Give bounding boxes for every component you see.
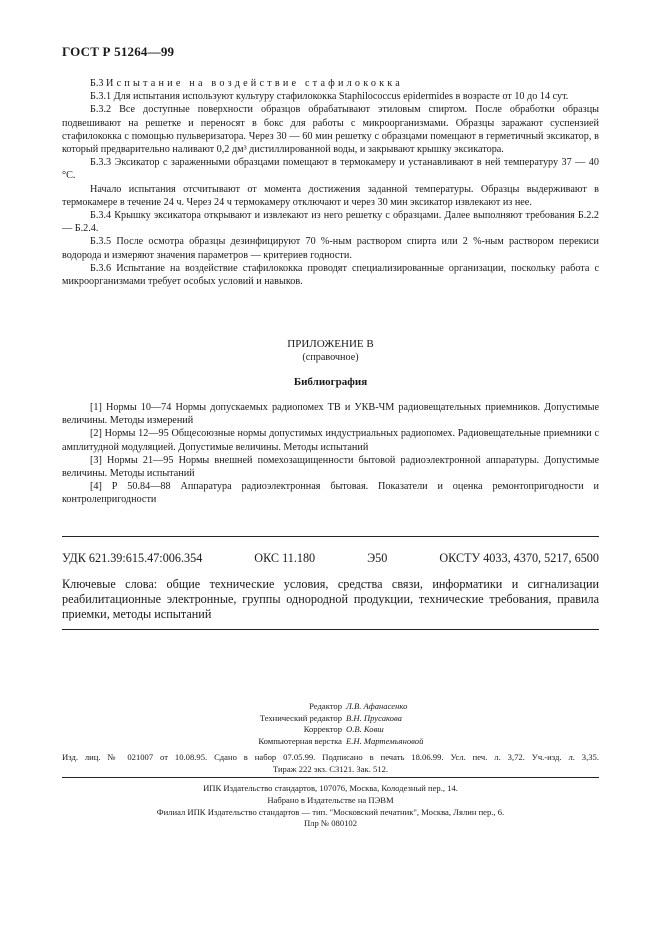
appendix-subtitle: (справочное) (302, 352, 359, 363)
publisher-info (0, 783, 661, 830)
keywords: Ключевые слова: общие технические условия, средства связи, информатики и сигнализации реабилитационные электронные, группы однородной продукции, технические требования, правила приемки, методы испытаний (62, 577, 599, 622)
bibliography-item: [2] Нормы 12—95 Общесоюзные нормы допустимых индустриальных радиопомех. Радиовещательные приемники с амплитудной модуляцией. Допустимые величины. Методы испытаний (62, 428, 599, 453)
paragraph-b3-2: Б.3.2 Все доступные поверхности образцов обрабатывают этиловым спиртом. После обработки образцы подвешивают на решетке и переносят в бокс для работы с микроорганизмами. Образцы заражают суспензией стафилококка с помощью пульверизатора. Через 30 — 60 мин решетку с образцами помещают в герметичный эксикатор, в который предварительно наливают 0,2 дм³ дистиллированной воды, и закрывают крышку эксикатора. (62, 104, 599, 156)
paragraph-b3-4: Б.3.4 Крышку эксикатора открывают и извлекают из него решетку с образцами. Далее выполняют требования Б.2.2 — Б.2.4. (62, 210, 599, 235)
oks-code: ОКС 11.180 (254, 551, 316, 565)
paragraph-b3-3-cont: Начало испытания отсчитывают от момента достижения заданной температуры. Образцы выдерживают в термокамере в течение 24 ч. Через 24 ч термокамеру отключают и через 30 мин эксикатор извлекают из нее. (62, 183, 599, 208)
divider-top (62, 536, 599, 537)
paragraph-b3-5: Б.3.5 После осмотра образцы дезинфицируют 70 %-ным раствором спирта или 2 %-ным раствором перекиси водорода и измеряют значения параметров — критериев годности. (62, 236, 599, 261)
classification-row (62, 551, 599, 566)
bibliography-list (62, 401, 599, 507)
page-header: ГОСТ Р 51264—99 (62, 44, 175, 59)
bibliography-title: Библиография (293, 376, 368, 388)
publisher-line-2: Набрано в Издательстве на ПЭВМ (267, 794, 394, 805)
divider-bottom (62, 629, 599, 630)
section-heading-number: Б.3 (90, 78, 104, 89)
section-heading (62, 77, 599, 90)
publication-line-1: Изд. лиц. № 021007 от 10.08.95. Сдано в набор 07.05.99. Подписано в печать 18.06.99. Усл. печ. л. 3,72. Уч.-изд. л. 3,35. (62, 752, 599, 762)
publisher-line-4: Плр № 080102 (303, 818, 358, 829)
section-b3 (62, 77, 599, 288)
bibliography-item: [3] Нормы 21—95 Нормы внешней помехозащищенности бытовой радиоэлектронной аппаратуры. Допустимые величины. Методы испытаний (62, 454, 599, 480)
publisher-line-1: ИПК Издательство стандартов, 107076, Москва, Колодезный пер., 14. (203, 783, 458, 793)
bibliography-item: [1] Нормы 10—74 Нормы допускаемых радиопомех ТВ и УКВ-ЧМ радиовещательных приемников. Допустимые величины. Методы измерений (62, 402, 599, 427)
paragraph-b3-6: Б.3.6 Испытание на воздействие стафилококка проводят специализированные организации, поскольку работа с микроорганизмами требует особых условий и навыков. (62, 262, 599, 288)
credits (0, 701, 661, 747)
appendix-title: ПРИЛОЖЕНИЕ В (287, 338, 374, 350)
publication-info (62, 752, 599, 775)
section-heading-text: Испытание на воздействие стафилококка (106, 78, 403, 89)
divider-publisher (62, 777, 599, 778)
publisher-line-3: Филиал ИПК Издательство стандартов — тип. "Московский печатник", Москва, Лялин пер., 6. (156, 806, 505, 817)
publication-line-2: Тираж 222 экз. С3121. Зак. 512. (272, 763, 389, 774)
credit-layout: Компьютерная верстка Е.Н. Мартемьяновой (258, 735, 424, 746)
paragraph-b3-3: Б.3.3 Эксикатор с зараженными образцами помещают в термокамеру и устанавливают в ней температуру 37 — 40 °С. (62, 157, 599, 182)
credit-proofreader: Корректор О.В. Ковш (303, 724, 384, 734)
credit-tech-editor: Технический редактор В.Н. Прусакова (259, 712, 402, 723)
group-code: Э50 (367, 551, 388, 565)
okstu-code: ОКСТУ 4033, 4370, 5217, 6500 (439, 551, 599, 565)
paragraph-b3-1: Б.3.1 Для испытания используют культуру стафилококка Staphilococcus epidermides в возрасте от 10 до 14 сут. (90, 91, 569, 103)
udk-code: УДК 621.39:615.47:006.354 (62, 551, 203, 565)
credit-editor: Редактор Л.В. Афанасенко (309, 701, 408, 711)
bibliography-item: [4] Р 50.84—88 Аппаратура радиоэлектронная бытовая. Показатели и оценка ремонтопригодности и контролепригодности (62, 481, 599, 506)
